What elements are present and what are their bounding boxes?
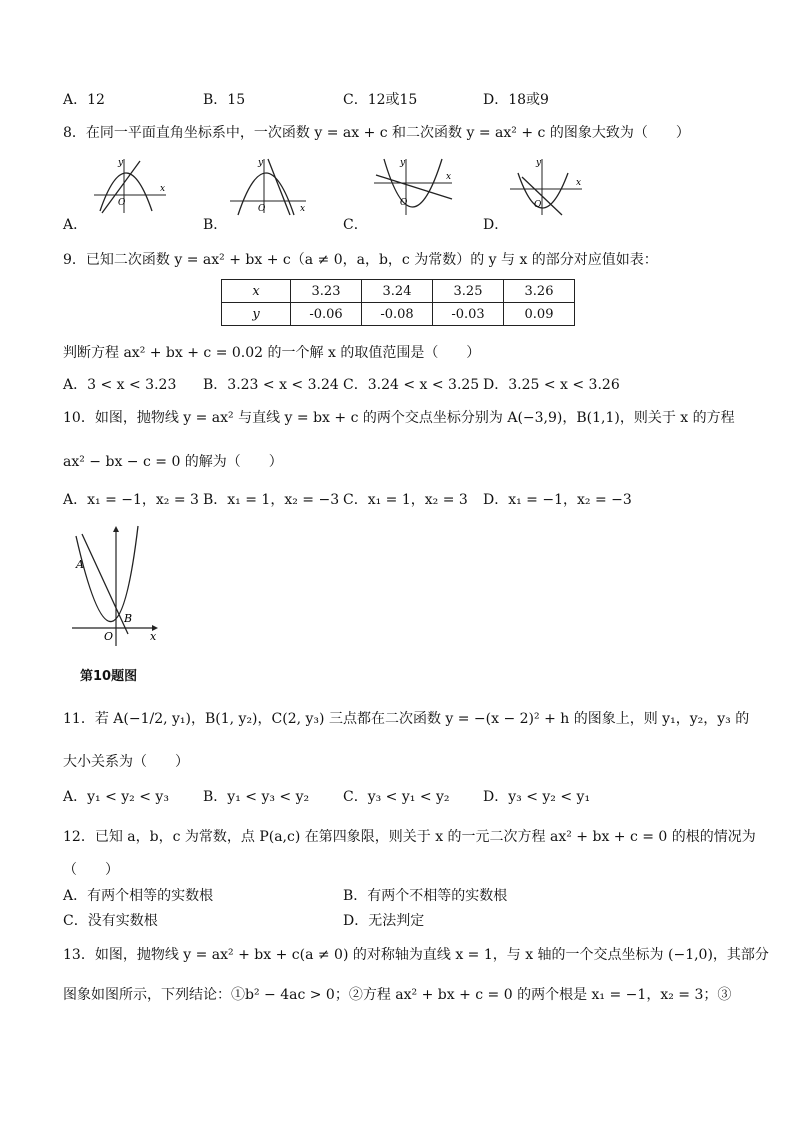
q9-value-table bbox=[221, 279, 575, 326]
table-cell: 3.25 bbox=[433, 280, 504, 303]
q8-option-c[interactable]: C． bbox=[343, 217, 368, 233]
y-label: y bbox=[118, 158, 124, 168]
q8-graph-b bbox=[228, 155, 310, 217]
q8-graph-c bbox=[372, 155, 456, 217]
q8-option-d[interactable]: D． bbox=[483, 217, 509, 233]
q8-option-b[interactable]: B． bbox=[203, 217, 228, 233]
q9-option-c[interactable]: C．3.24 < x < 3.25 bbox=[343, 377, 480, 393]
svg-text:x: x bbox=[446, 172, 452, 182]
q10-stem-2: ax² − bx − c = 0 的解为（ ） bbox=[63, 454, 283, 470]
table-row bbox=[222, 280, 575, 303]
q12-option-a[interactable]: A．有两个相等的实数根 bbox=[63, 888, 214, 904]
table-cell: -0.06 bbox=[291, 303, 362, 326]
table-cell: 0.09 bbox=[504, 303, 575, 326]
q13-stem: 13．如图，抛物线 y = ax² + bx + c(a ≠ 0) 的对称轴为直线 x = 1，与 x 轴的一个交点坐标为 (−1,0)，其部分 bbox=[63, 947, 769, 963]
q9-stem: 9．已知二次函数 y = ax² + bx + c（a ≠ 0，a，b，c 为常数）的 y 与 x 的部分对应值如表： bbox=[63, 252, 658, 268]
svg-text:y: y bbox=[258, 158, 264, 168]
q13-stem-2: 图象如图所示，下列结论：①b² − 4ac > 0；②方程 ax² + bx + c = 0 的两个根是 x₁ = −1，x₂ = 3；③ bbox=[63, 987, 732, 1003]
q9-option-a[interactable]: A．3 < x < 3.23 bbox=[63, 377, 177, 393]
svg-text:y: y bbox=[400, 158, 406, 168]
point-a-label: A bbox=[76, 558, 84, 571]
table-cell: 3.24 bbox=[362, 280, 433, 303]
q11-option-b[interactable]: B．y₁ < y₃ < y₂ bbox=[203, 789, 310, 805]
q12-stem: 12．已知 a，b，c 为常数，点 P(a,c) 在第四象限，则关于 x 的一元二次方程 ax² + bx + c = 0 的根的情况为 bbox=[63, 829, 756, 845]
x-label: x bbox=[160, 184, 166, 194]
q10-option-a[interactable]: A．x₁ = −1，x₂ = 3 bbox=[63, 492, 199, 508]
q8-stem: 8．在同一平面直角坐标系中，一次函数 y = ax + c 和二次函数 y = ax² + c 的图象大致为（ ） bbox=[63, 125, 690, 141]
origin-label: O bbox=[118, 198, 126, 208]
q12-option-b[interactable]: B．有两个不相等的实数根 bbox=[343, 888, 508, 904]
svg-text:x: x bbox=[576, 178, 582, 188]
origin-label: O bbox=[104, 630, 114, 643]
table-row bbox=[222, 303, 575, 326]
point-b-label: B bbox=[124, 612, 133, 625]
table-cell: 3.26 bbox=[504, 280, 575, 303]
q7-option-a[interactable]: A．12 bbox=[63, 92, 105, 108]
q9-question: 判断方程 ax² + bx + c = 0.02 的一个解 x 的取值范围是（ ） bbox=[63, 345, 481, 361]
q10-figure bbox=[68, 522, 164, 652]
svg-text:O: O bbox=[400, 198, 408, 208]
q8-option-a[interactable]: A． bbox=[63, 217, 88, 233]
y-axis-arrow bbox=[113, 526, 119, 532]
q11-option-a[interactable]: A．y₁ < y₂ < y₃ bbox=[63, 789, 169, 805]
y-header: y bbox=[222, 303, 291, 326]
q12-stem-2: （ ） bbox=[63, 862, 119, 878]
q11-option-c[interactable]: C．y₃ < y₁ < y₂ bbox=[343, 789, 450, 805]
x-header: x bbox=[222, 280, 291, 303]
q8-graph-a bbox=[90, 155, 170, 217]
svg-text:O: O bbox=[534, 200, 542, 210]
q9-option-b[interactable]: B．3.23 < x < 3.24 bbox=[203, 377, 339, 393]
q10-stem: 10．如图，抛物线 y = ax² 与直线 y = bx + c 的两个交点坐标分别为 A(−3,9)，B(1,1)，则关于 x 的方程 bbox=[63, 410, 735, 426]
table-cell: -0.03 bbox=[433, 303, 504, 326]
q9-option-d[interactable]: D．3.25 < x < 3.26 bbox=[483, 377, 620, 393]
q10-caption: 第10题图 bbox=[80, 669, 138, 684]
q12-option-d[interactable]: D．无法判定 bbox=[343, 913, 425, 929]
q10-option-c[interactable]: C．x₁ = 1，x₂ = 3 bbox=[343, 492, 468, 508]
table-cell: 3.23 bbox=[291, 280, 362, 303]
q10-option-b[interactable]: B．x₁ = 1，x₂ = −3 bbox=[203, 492, 340, 508]
q7-option-b[interactable]: B．15 bbox=[203, 92, 246, 108]
svg-text:O: O bbox=[258, 204, 266, 214]
q11-option-d[interactable]: D．y₃ < y₂ < y₁ bbox=[483, 789, 591, 805]
q10-option-d[interactable]: D．x₁ = −1，x₂ = −3 bbox=[483, 492, 632, 508]
q8-graph-d bbox=[508, 155, 584, 217]
q7-option-c[interactable]: C．12或15 bbox=[343, 92, 418, 108]
q11-stem: 11．若 A(−1/2, y₁)，B(1, y₂)，C(2, y₃) 三点都在二次函数 y = −(x − 2)² + h 的图象上，则 y₁，y₂，y₃ 的 bbox=[63, 711, 750, 727]
x-label: x bbox=[150, 630, 157, 643]
q12-option-c[interactable]: C．没有实数根 bbox=[63, 913, 158, 929]
q11-stem-2: 大小关系为（ ） bbox=[63, 754, 189, 770]
svg-text:y: y bbox=[536, 158, 542, 168]
table-cell: -0.08 bbox=[362, 303, 433, 326]
q7-option-d[interactable]: D．18或9 bbox=[483, 92, 549, 108]
svg-text:x: x bbox=[300, 204, 306, 214]
